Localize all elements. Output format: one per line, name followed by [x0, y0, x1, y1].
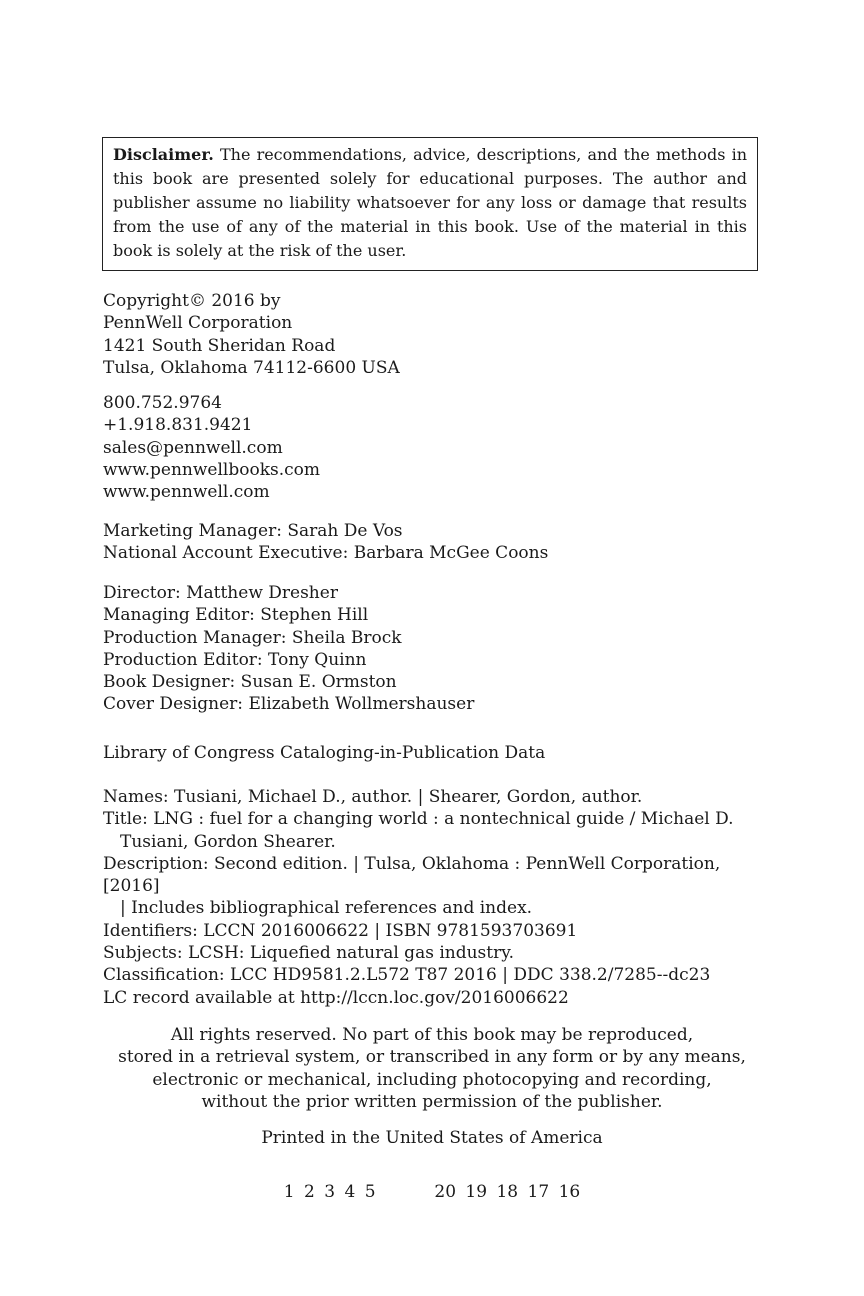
cip-lc-record: LC record available at http://lccn.loc.gov/2016006622	[103, 987, 569, 1008]
printing-number: 2	[304, 1182, 315, 1202]
managing-editor: Managing Editor: Stephen Hill	[103, 605, 369, 626]
rights-statement	[0, 1024, 864, 1113]
marketing-block	[103, 520, 548, 565]
cip-title-continued: Tusiani, Gordon Shearer.	[120, 831, 336, 852]
cip-description-notes: | Includes bibliographical references and index.	[120, 898, 533, 919]
rights-line: electronic or mechanical, including photocopying and recording,	[152, 1069, 712, 1090]
cip-description: Description: Second edition. | Tulsa, Oklahoma : PennWell Corporation,	[103, 853, 721, 874]
disclaimer-box	[102, 137, 758, 271]
books-website: www.pennwellbooks.com	[103, 459, 321, 480]
sales-email: sales@pennwell.com	[103, 437, 283, 458]
cip-names: Names: Tusiani, Michael D., author. | Shearer, Gordon, author.	[103, 787, 643, 807]
rights-line: stored in a retrieval system, or transcribed in any form or by any means,	[118, 1047, 746, 1068]
phone-tollfree: 800.752.9764	[103, 393, 222, 413]
printing-year: 19	[465, 1182, 488, 1202]
printing-number: 5	[364, 1182, 376, 1202]
publisher-city: Tulsa, Oklahoma 74112-6600 USA	[103, 357, 400, 378]
contact-block	[103, 392, 320, 503]
cip-heading: Library of Congress Cataloging-in-Publication Data	[103, 743, 546, 763]
book-designer: Book Designer: Susan E. Ormston	[103, 672, 397, 693]
printed-in: Printed in the United States of America	[261, 1128, 603, 1148]
printing-number: 1	[283, 1182, 295, 1202]
cip-classification: Classification: LCC HD9581.2.L572 T87 2016 | DDC 338.2/7285--dc23	[103, 965, 711, 986]
cip-identifiers: Identifiers: LCCN 2016006622 | ISBN 9781593703691	[103, 920, 578, 941]
cip-record	[103, 786, 763, 1009]
production-manager: Production Manager: Sheila Brock	[103, 627, 402, 648]
rights-line: without the prior written permission of the publisher.	[201, 1091, 663, 1112]
cip-subjects: Subjects: LCSH: Liquefied natural gas industry.	[103, 943, 514, 964]
phone-intl: +1.918.831.9421	[103, 415, 253, 436]
printing-year: 16	[558, 1182, 581, 1202]
production-editor: Production Editor: Tony Quinn	[103, 649, 367, 670]
cip-description-year: [2016]	[103, 876, 160, 897]
cover-designer: Cover Designer: Elizabeth Wollmershauser	[103, 694, 475, 715]
cip-title: Title: LNG : fuel for a changing world : a nontechnical guide / Michael D.	[103, 809, 734, 830]
director: Director: Matthew Dresher	[103, 583, 338, 603]
copyright-block	[103, 290, 400, 379]
rights-line: All rights reserved. No part of this book may be reproduced,	[170, 1025, 694, 1045]
disclaimer-text: The recommendations, advice, descriptions, and the methods in this book are presented solely for educational purposes. The author and publisher assume no liability whatsoever for any loss or damage that results from the use of any of the material in this book. Use of the material in this book is solely at the risk of the user.	[113, 145, 747, 260]
printing-number: 3	[324, 1182, 336, 1202]
account-executive: National Account Executive: Barbara McGee Coons	[103, 543, 549, 564]
staff-block	[103, 582, 474, 716]
corporate-website: www.pennwell.com	[103, 482, 270, 503]
printing-year: 17	[527, 1182, 550, 1202]
copyright-line: Copyright© 2016 by	[103, 291, 281, 311]
printing-year: 20	[434, 1182, 457, 1202]
printing-number: 4	[344, 1182, 356, 1202]
publisher-street: 1421 South Sheridan Road	[103, 335, 336, 356]
publisher-name: PennWell Corporation	[103, 313, 293, 334]
marketing-manager: Marketing Manager: Sarah De Vos	[103, 521, 403, 541]
print-line	[0, 1181, 864, 1203]
printing-year: 18	[496, 1182, 519, 1202]
disclaimer-label: Disclaimer.	[113, 145, 214, 164]
